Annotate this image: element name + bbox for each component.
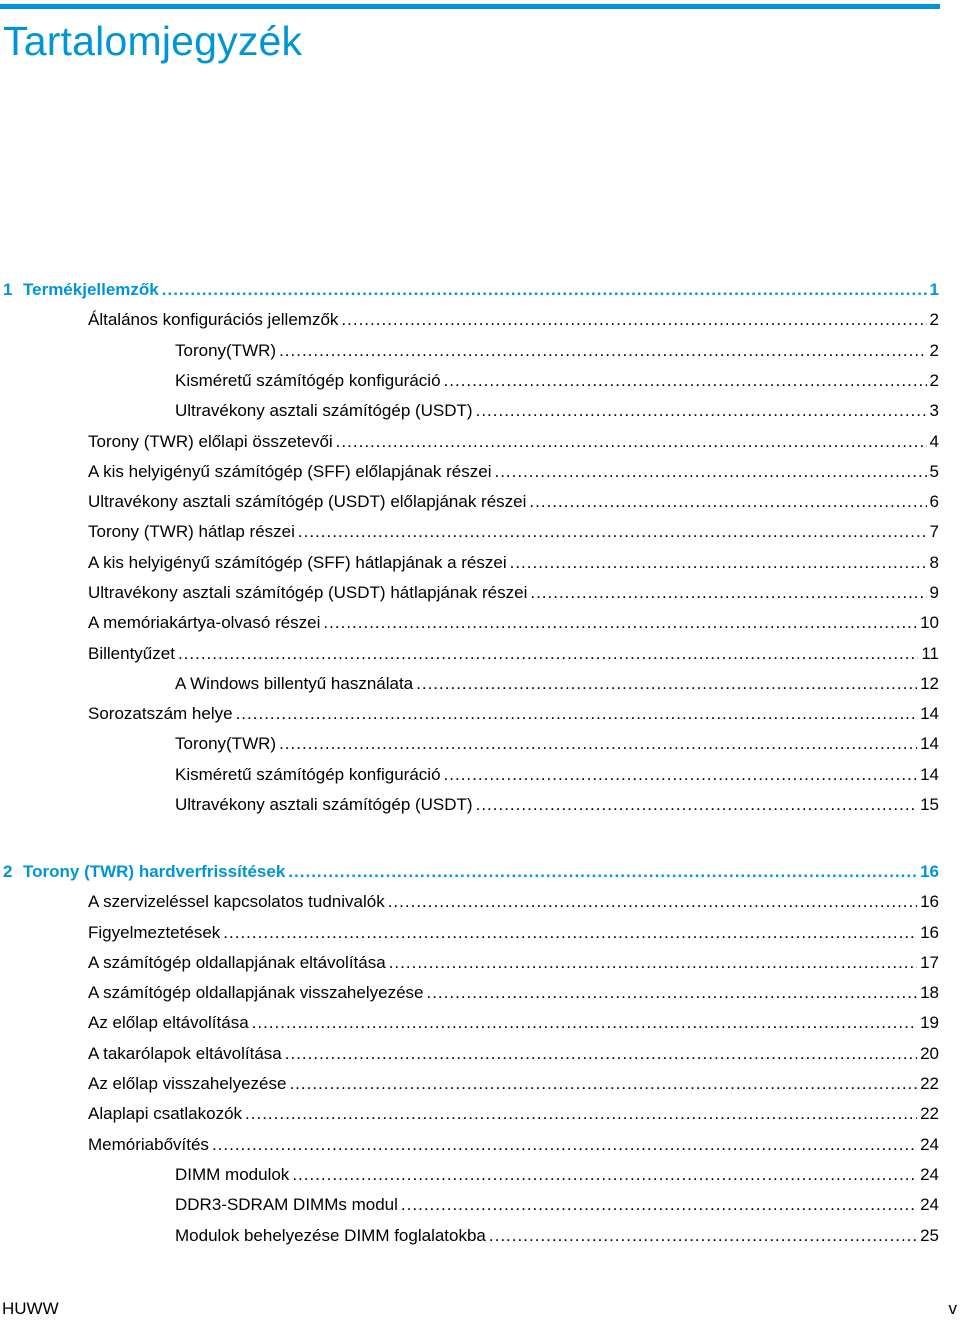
toc-entry-label: Ultravékony asztali számítógép (USDT) — [175, 401, 473, 420]
toc-page-number: 16 — [920, 862, 939, 881]
toc-subsection-entry[interactable] — [175, 369, 939, 393]
toc-dot-leader — [336, 430, 927, 454]
toc-page-number: 7 — [929, 522, 939, 541]
toc-chapter-entry[interactable] — [3, 278, 939, 302]
toc-section-entry[interactable] — [88, 1042, 939, 1066]
toc-dot-leader — [298, 520, 927, 544]
toc-subsection-entry[interactable] — [175, 399, 939, 423]
toc-section-entry[interactable] — [88, 702, 939, 726]
toc-page-number: 15 — [920, 795, 939, 814]
toc-subsection-entry[interactable] — [175, 339, 939, 363]
toc-page-number: 6 — [929, 492, 939, 511]
toc-entry-label: Kisméretű számítógép konfiguráció — [175, 765, 441, 784]
toc-entry-label: Ultravékony asztali számítógép (USDT) — [175, 795, 473, 814]
toc-dot-leader — [489, 1224, 917, 1248]
footer-page-number: v — [948, 1299, 957, 1318]
toc-dot-leader — [530, 581, 926, 605]
toc-entry-label: DDR3-SDRAM DIMMs modul — [175, 1195, 398, 1214]
toc-dot-leader — [223, 921, 917, 945]
toc-section-entry[interactable] — [88, 921, 939, 945]
toc-section-entry[interactable] — [88, 430, 939, 454]
toc-entry-label: Modulok behelyezése DIMM foglalatokba — [175, 1226, 486, 1245]
toc-page-number: 24 — [920, 1195, 939, 1214]
toc-dot-leader — [401, 1193, 917, 1217]
toc-section-entry[interactable] — [88, 490, 939, 514]
toc-chapter-label: Termékjellemzők — [23, 280, 159, 299]
toc-entry-label: Ultravékony asztali számítógép (USDT) hátlapjának részei — [88, 583, 528, 602]
toc-dot-leader — [289, 1072, 917, 1096]
toc-section-entry[interactable] — [88, 1011, 939, 1035]
toc-page-number: 5 — [929, 462, 939, 481]
toc-dot-leader — [212, 1133, 917, 1157]
toc-page-number: 10 — [920, 613, 939, 632]
toc-subsection-entry[interactable] — [175, 1224, 939, 1248]
toc-page-number: 1 — [929, 280, 939, 299]
toc-chapter-number: 2 — [3, 862, 13, 881]
toc-subsection-entry[interactable] — [175, 763, 939, 787]
toc-section-entry[interactable] — [88, 611, 939, 635]
toc-page-number: 2 — [929, 310, 939, 329]
toc-dot-leader — [444, 369, 927, 393]
toc-subsection-entry[interactable] — [175, 793, 939, 817]
toc-dot-leader — [510, 551, 927, 575]
toc-page-number: 16 — [920, 923, 939, 942]
toc-dot-leader — [476, 793, 917, 817]
toc-entry-label: Sorozatszám helye — [88, 704, 233, 723]
toc-page-number: 14 — [920, 704, 939, 723]
toc-dot-leader — [285, 1042, 917, 1066]
toc-section-entry[interactable] — [88, 1102, 939, 1126]
toc-entry-label: Ultravékony asztali számítógép (USDT) előlapjának részei — [88, 492, 527, 511]
toc-dot-leader — [288, 860, 917, 884]
toc-section-entry[interactable] — [88, 951, 939, 975]
toc-entry-label: A számítógép oldallapjának visszahelyezése — [88, 983, 424, 1002]
toc-page-number: 20 — [920, 1044, 939, 1063]
toc-entry-label: Torony (TWR) előlapi összetevői — [88, 432, 333, 451]
toc-page-number: 8 — [929, 553, 939, 572]
toc-subsection-entry[interactable] — [175, 672, 939, 696]
toc-chapter-number: 1 — [3, 280, 13, 299]
toc-dot-leader — [426, 981, 917, 1005]
toc-entry-label: A kis helyigényű számítógép (SFF) előlapjának részei — [88, 462, 492, 481]
toc-page-number: 11 — [921, 644, 939, 663]
toc-entry-label: Billentyűzet — [88, 644, 175, 663]
toc-entry-label: Torony (TWR) hátlap részei — [88, 522, 295, 541]
toc-dot-leader — [529, 490, 926, 514]
toc-subsection-entry[interactable] — [175, 732, 939, 756]
toc-entry-label: Alaplapi csatlakozók — [88, 1104, 243, 1123]
toc-page-number: 24 — [920, 1165, 939, 1184]
toc-page-number: 25 — [920, 1226, 939, 1245]
toc-page-number: 19 — [920, 1013, 939, 1032]
toc-section-entry[interactable] — [88, 981, 939, 1005]
toc-dot-leader — [292, 1163, 917, 1187]
toc-section-entry[interactable] — [88, 642, 939, 666]
toc-dot-leader — [389, 951, 917, 975]
toc-entry-label: Torony(TWR) — [175, 341, 277, 360]
toc-page-number: 17 — [920, 953, 939, 972]
footer-left-label: HUWW — [2, 1299, 59, 1318]
toc-page-number: 16 — [920, 892, 939, 911]
toc-page-number: 9 — [929, 583, 939, 602]
toc-section-entry[interactable] — [88, 1072, 939, 1096]
toc-entry-label: Memóriabővítés — [88, 1135, 209, 1154]
toc-page-number: 2 — [929, 371, 939, 390]
toc-dot-leader — [323, 611, 917, 635]
header-rule — [0, 4, 940, 9]
toc-dot-leader — [476, 399, 927, 423]
toc-section-entry[interactable] — [88, 520, 939, 544]
toc-subsection-entry[interactable] — [175, 1163, 939, 1187]
page-title: Tartalomjegyzék — [3, 18, 303, 64]
toc-section-entry[interactable] — [88, 890, 939, 914]
toc-page-number: 3 — [929, 401, 939, 420]
toc-entry-label: Az előlap visszahelyezése — [88, 1074, 287, 1093]
toc-dot-leader — [341, 308, 926, 332]
toc-entry-label: A számítógép oldallapjának eltávolítása — [88, 953, 386, 972]
toc-dot-leader — [388, 890, 917, 914]
toc-entry-label: A takarólapok eltávolítása — [88, 1044, 282, 1063]
toc-entry-label: DIMM modulok — [175, 1165, 290, 1184]
toc-dot-leader — [245, 1102, 917, 1126]
toc-page-number: 14 — [920, 734, 939, 753]
toc-dot-leader — [279, 339, 926, 363]
toc-section-entry[interactable] — [88, 551, 939, 575]
toc-dot-leader — [494, 460, 926, 484]
toc-page-number: 22 — [920, 1104, 939, 1123]
toc-dot-leader — [252, 1011, 917, 1035]
toc-entry-label: A szervizeléssel kapcsolatos tudnivalók — [88, 892, 385, 911]
toc-chapter-entry[interactable] — [3, 860, 939, 884]
toc-page-number: 12 — [920, 674, 939, 693]
toc-entry-label: Az előlap eltávolítása — [88, 1013, 249, 1032]
toc-page-number: 18 — [920, 983, 939, 1002]
toc-entry-label: Kisméretű számítógép konfiguráció — [175, 371, 441, 390]
toc-section-entry[interactable] — [88, 1133, 939, 1157]
toc-section-entry[interactable] — [88, 460, 939, 484]
toc-entry-label: A kis helyigényű számítógép (SFF) hátlapjának a részei — [88, 553, 507, 572]
toc-subsection-entry[interactable] — [175, 1193, 939, 1217]
toc-dot-leader — [178, 642, 918, 666]
toc-section-entry[interactable] — [88, 581, 939, 605]
toc-dot-leader — [444, 763, 918, 787]
toc-page-number: 2 — [929, 341, 939, 360]
toc-dot-leader — [236, 702, 918, 726]
toc-page-number: 14 — [920, 765, 939, 784]
toc-dot-leader — [416, 672, 917, 696]
toc-page-number: 22 — [920, 1074, 939, 1093]
toc-entry-label: Általános konfigurációs jellemzők — [88, 310, 339, 329]
toc-entry-label: A memóriakártya-olvasó részei — [88, 613, 321, 632]
toc-dot-leader — [279, 732, 917, 756]
toc-dot-leader — [162, 278, 927, 302]
toc-entry-label: Torony(TWR) — [175, 734, 277, 753]
toc-page-number: 24 — [920, 1135, 939, 1154]
toc-chapter-label: Torony (TWR) hardverfrissítések — [23, 862, 286, 881]
toc-page-number: 4 — [929, 432, 939, 451]
toc-entry-label: Figyelmeztetések — [88, 923, 221, 942]
toc-entry-label: A Windows billentyű használata — [175, 674, 414, 693]
toc-section-entry[interactable] — [88, 308, 939, 332]
